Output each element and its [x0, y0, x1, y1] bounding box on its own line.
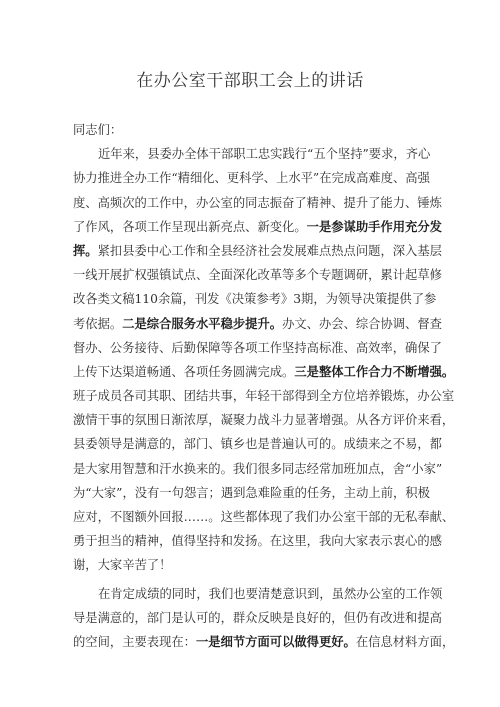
text-line: [73, 215, 442, 239]
text-segment: 的空间，主要表现在：: [73, 634, 196, 649]
text-line: 是大家用智慧和汗水换来的。我们很多同志经常加班加点，舍“小家”: [73, 461, 443, 476]
bold-heading: 二是综合服务水平稳步提升。: [122, 315, 283, 331]
text-line: 度、高频次的工作中，办公室的同志振奋了精神、提升了能力、锤炼: [73, 195, 442, 210]
text-segment: 考依据。: [73, 316, 123, 331]
text-segment: 在信息材料方面，: [355, 634, 455, 649]
paragraph-2: [73, 582, 455, 655]
text-line: 在肯定成绩的同时，我们也要清楚意识到，虽然办公室的工作领: [98, 586, 443, 601]
text-line: 勇于担当的精神，值得坚持和发扬。在这里，我向大家表示衷心的感: [73, 534, 442, 549]
text-segment: 上传下达渠道畅通、各项任务圆满完成。: [73, 364, 295, 379]
text-line: 应对，不图额外回报……。这些都体现了我们办公室干部的无私奉献、: [73, 510, 455, 524]
salutation: 同志们：: [73, 123, 123, 137]
bold-heading: 一是参谋助手作用充分发: [306, 218, 442, 234]
text-line: [73, 312, 442, 336]
bold-heading: 一是细节方面可以做得更好。: [195, 633, 356, 649]
text-line: 近年来，县委办全体干部职工忠实践行“五个坚持”要求，齐心: [98, 147, 431, 162]
text-segment: 紧扣县委中心工作和全县经济社会发展难点热点问题，深入基层: [97, 243, 442, 258]
bold-heading: 三是整体工作合力不断增强。: [294, 363, 455, 379]
text-line: 为“大家”，没有一句怨言；遇到急难险重的任务，主动上前，积极: [73, 485, 430, 500]
text-line: [73, 239, 442, 263]
paragraph-1: [73, 142, 455, 577]
text-line: 协力推进全办工作“精细化、更科学、上水平”在完成高难度、高强: [73, 171, 430, 186]
text-line: 督办、公务接待、后勤保障等各项工作坚持高标准、高效率，确保了: [73, 340, 442, 355]
text-line: 激情干事的氛围日渐浓厚，凝聚力战斗力显著增强。从各方评价来看，: [73, 413, 455, 428]
text-line: [73, 360, 455, 384]
text-line: 谢，大家辛苦了！: [73, 558, 172, 573]
document-body: [73, 118, 455, 654]
text-line: 改各类文稿110余篇，刊发《决策参考》3期，为领导决策提供了参: [73, 292, 437, 307]
text-segment: 办文、办会、综合协调、督查: [282, 316, 442, 331]
text-line: 一线开展扩权强镇试点、全面深化改革等多个专题调研，累计起草修: [73, 268, 442, 283]
bold-heading: 挥。: [73, 242, 98, 258]
text-line: 导是满意的，部门是认可的，群众反映是良好的，但仍有改进和提高: [73, 610, 442, 625]
text-line: 县委领导是满意的，部门、镇乡也是普遍认可的。成绩来之不易，都: [73, 437, 442, 452]
text-segment: 了作风，各项工作呈现出新亮点、新变化。: [73, 219, 307, 234]
text-line: [73, 630, 455, 654]
text-line: 班子成员各司其职、团结共事，年轻干部得到全方位培养锻炼，办公室: [73, 389, 455, 404]
document-title: 在办公室干部职工会上的讲话: [136, 71, 364, 91]
